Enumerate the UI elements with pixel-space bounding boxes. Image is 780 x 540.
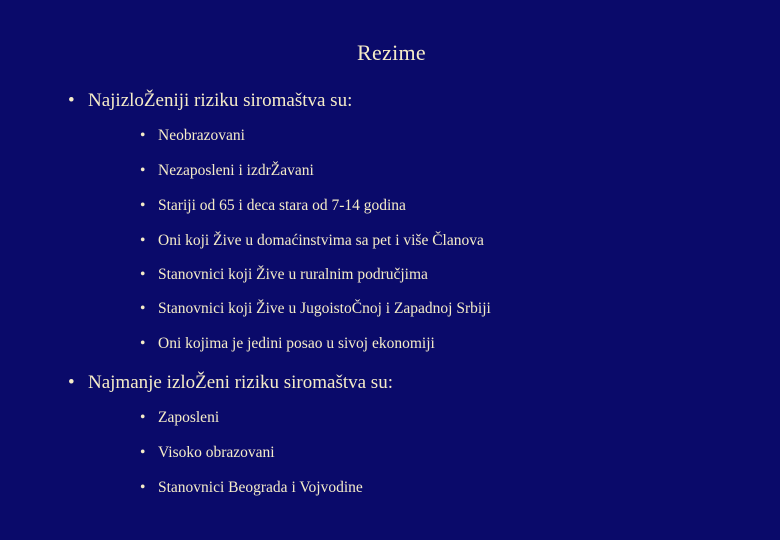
list-item-text: Neobrazovani xyxy=(158,127,245,144)
slide-title: Rezime xyxy=(357,40,426,65)
list-item-text: Nezaposleni i izdrŽavani xyxy=(158,162,314,179)
section-heading-least-exposed xyxy=(68,372,393,394)
list-item xyxy=(140,266,428,284)
bullet-icon: • xyxy=(140,232,146,249)
bullet-icon: • xyxy=(140,409,146,426)
bullet-icon: • xyxy=(140,162,146,179)
bullet-icon: • xyxy=(140,444,146,461)
list-item-text: Stanovnici Beograda i Vojvodine xyxy=(158,479,363,496)
bullet-icon: • xyxy=(68,90,75,111)
bullet-icon: • xyxy=(140,127,146,144)
list-item-text: Oni kojima je jedini posao u sivoj ekonomiji xyxy=(158,335,435,352)
section-heading-text: NajizloŽeniji riziku siromaštva su: xyxy=(88,90,353,111)
list-item xyxy=(140,162,314,180)
bullet-icon: • xyxy=(140,479,146,496)
section-heading-text: Najmanje izloŽeni riziku siromaštva su: xyxy=(88,372,393,393)
list-item-text: Stariji od 65 i deca stara od 7-14 godina xyxy=(158,197,406,214)
list-item xyxy=(140,300,491,318)
bullet-icon: • xyxy=(140,197,146,214)
list-item-text: Visoko obrazovani xyxy=(158,444,275,461)
list-item xyxy=(140,409,219,427)
list-item-text: Stanovnici koji Žive u ruralnim područjima xyxy=(158,266,428,283)
list-item xyxy=(140,127,245,145)
bullet-icon: • xyxy=(68,372,75,393)
bullet-icon: • xyxy=(140,335,146,352)
list-item xyxy=(140,232,484,250)
list-item-text: Oni koji Žive u domaćinstvima sa pet i više Članova xyxy=(158,232,484,249)
list-item xyxy=(140,335,435,353)
bullet-icon: • xyxy=(140,266,146,283)
list-item xyxy=(140,479,363,497)
list-item xyxy=(140,444,275,462)
list-item xyxy=(140,197,406,215)
section-heading-most-exposed xyxy=(68,90,352,112)
list-item-text: Zaposleni xyxy=(158,409,220,426)
bullet-icon: • xyxy=(140,300,146,317)
list-item-text: Stanovnici koji Žive u JugoistoČnoj i Zapadnoj Srbiji xyxy=(158,300,491,317)
